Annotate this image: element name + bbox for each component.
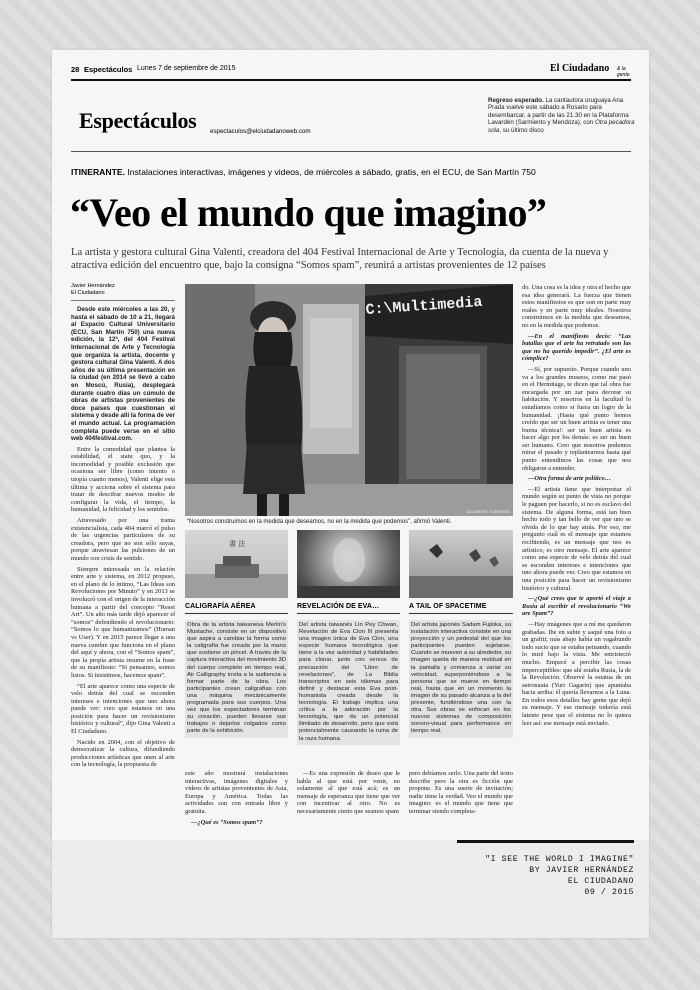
footer-credit-date: 09 / 2015 bbox=[584, 888, 634, 897]
column-4 bbox=[522, 284, 631, 904]
artwork-illustration bbox=[185, 530, 288, 598]
footer-credit bbox=[444, 854, 634, 898]
footer-credit-title: "I SEE THE WORLD I IMAGINE" bbox=[485, 855, 634, 864]
box-title: REVELACIÓN DE EVA… bbox=[297, 603, 400, 614]
interview-question: —Otra forma de arte político… bbox=[528, 475, 612, 483]
photo-credit: ALEJANDRO GUERRERO bbox=[466, 510, 510, 514]
column-4-paragraph: —Hay imágenes que a mí me quedaron grabadas. Ibe en subte y saqué una foto a un grafiti; más abajo había un vagabundo todo sucio que se estaba peinando, cuando lo miré bajo la vista. Me entristeció mucho. Empecé a percibir las cosas imperceptibles: que ahí estaba Rusia, la de la Revolución. Observé la estatua de un astronauta (Yuri Gagarin) que apuntaba hacia arriba: él quería llevarnos a la Luna. En todos esos detalles hay gente que dejó su mensaje. Y ese mensaje todavía está latente pese que el sistema no lo quiera leer así: ese mensaje está enviado. bbox=[522, 620, 631, 727]
byline-outlet: El Ciudadano bbox=[71, 290, 105, 296]
column-1-paragraph: Entre la comodidad que plantea la estabilidad, el statu quo, y la incomodidad y posible exclusión que ocasiona ser libre (como intento o utopía cuanto menos), Valenti elige esta última y acciona sobre el sistema para tratar de descifrar nuevos modos de configurar la vida, el tiempo, la humanidad, la felicidad y los sentidos. bbox=[71, 445, 175, 514]
kicker-label: ITINERANTE. bbox=[71, 167, 125, 177]
teaser-end: , su último disco bbox=[499, 126, 544, 134]
section-name: Espectáculos bbox=[84, 65, 133, 74]
bottom-column-3 bbox=[409, 770, 513, 850]
artwork-box bbox=[297, 530, 400, 760]
bottom-paragraph: pero debíamos serlo. Una parte del texto describe pero la otra es ficción que propone. Es una suerte de invitación; nadie tiene la verdad. Veo el mundo que imagino: es el mundo que tiene que terminar siendo completa- bbox=[409, 770, 513, 815]
byline-rule bbox=[71, 300, 175, 301]
kicker bbox=[71, 167, 631, 177]
artwork-illustration bbox=[297, 530, 400, 598]
section-email: espectaculos@elciudadanoweb.com bbox=[210, 128, 311, 135]
photo-sign-text: C:\Multimedia bbox=[365, 293, 483, 319]
bottom-column-1 bbox=[185, 770, 288, 850]
column-4-paragraph: —Sí, por supuesto. Porque cuando uno va a los grandes museos, como me pasó en el Hermitage, te dicen que tal obra fue encargada por un zar para decorar su habitación. Y nosotros en la facultad lo estudiamos como si fuera un logro de la humanidad. ¡Hasta qué punto hemos creído que ser un buen artista es tener una buena técnica!: ser un buen artista es hacer algo por los demás: es ser un buen ser humano. Creo que nosotros podemos mirar el pasado y replantearnos hasta qué punto entendimos las cosas que nos obligaron a entender. bbox=[522, 365, 631, 472]
artwork-photo-eva bbox=[297, 530, 400, 598]
section-title: Espectáculos bbox=[79, 108, 197, 133]
main-photo-illustration bbox=[185, 284, 513, 516]
column-1-paragraph: Siempre interesada en la relación entre arte y sistema, en 2012 propuso, en el plano de lo íntimo, “Las Ideas son Revoluciones por Minuto” y en 2013 se involucró con el origen de la interacción humana a partir del concepto “Reset Art”. Un año más tarde dejó aparecer el “somos” defendiendo el revolucionario: “Somos lo que humanizamos” (Human vs User). Y en 2015 parece llegar a una nueva cumbre que funciona en el plano del aquí y ahora, con el “Somos spam”, que la propia artista resume en la frase de su manifiesto: “Si pensamos, somos listos. Si insistimos, hacemos spam”. bbox=[71, 565, 175, 679]
newspaper-logo: El Ciudadano bbox=[550, 63, 610, 74]
teaser-text: La cantautora uruguaya Ana Prada vuelve este sábado a Rosario para desembarcar, a partir de las 21.30 en la Plataforma Lavardén (Sarmiento y Mendoza), con bbox=[488, 97, 629, 127]
column-1-lead: Desde este miércoles a las 20, y hasta el sábado de 10 a 21, llegará al Espacio Cultural Universitario (ECU, San Martín 750) una nueva edición, la 12ª, del 404 Festival Internacional de Arte y Tecnología que organiza la artista, docente y gestora cultural Gina Valenti. A dos años de su última presentación en la ciudad (en 2014 se llevó a cabo en Moscú, Rusia), desplegará durante cuatro días un cúmulo de obras de artistas provenientes de doce países que cuestionan el sistema y desde allí la forma de ver el mundo actual. La programación completa puede verse en el sitio web 404festival.com. bbox=[71, 306, 175, 443]
box-title: CALIGRAFÍA AÉREA bbox=[185, 603, 288, 614]
kicker-text: Instalaciones interactivas, imágenes y videos, de miércoles a sábado, gratis, en el ECU, de San Martín 750 bbox=[127, 167, 536, 177]
artwork-boxes bbox=[185, 530, 513, 760]
box-title: A TAIL OF SPACETIME bbox=[409, 603, 513, 614]
column-4-paragraph: do. Una cosa es la idea y otra el hecho que esa idea generará. La fuerza que tienen estos manifiestos es que son en parte muy reales y en parte muy ideales. Nosotros construimos en la medida que deseamos, no en la medida que podemos. bbox=[522, 284, 631, 329]
artwork-box bbox=[409, 530, 513, 760]
column-1-paragraph: “El arte aparece como una especie de velo detrás del cual se esconden intereses e intenciones que uno ahora puede ver: creo que estamos en una posición para hacer un revisionismo histórico y cultural”, dijo Gina Valenti a El Ciudadano. bbox=[71, 682, 175, 736]
artwork-box bbox=[185, 530, 288, 760]
teaser-album: Otra pecadora sola bbox=[488, 119, 635, 134]
byline bbox=[71, 283, 175, 297]
newspaper-page bbox=[52, 50, 649, 938]
masthead-rule bbox=[71, 151, 631, 152]
artwork-photo-calligraphy bbox=[185, 530, 288, 598]
footer-credit-author: BY JAVIER HERNÁNDEZ bbox=[529, 866, 634, 875]
box-text: Del artista taiwanés Lin Pey Chwan, Revelación de Eva Clon III presenta una imagen única de Eva Clon, una especie humana tecnológica que tiene a la vez autoridad y habilidades para clonar, junto con versos de precaución del “Libro de revelaciones”, de La Biblia transcriptos en seis idiomas para definir y destacar esta Eva post-humanista creada desde la tecnología. El trabajo implica una crítica a la adoración por la tecnología, que da un potencial ilimitado de desarrollo, pero que está potencialmente causando la ruina de la raza humana. bbox=[297, 620, 400, 745]
column-1-paragraph: Nacido en 2004, con el objetivo de democratizar la cultura, difundiendo producciones artísticas que unen al arte con la tecnología, la propuesta de bbox=[71, 738, 175, 769]
headline: “Veo el mundo que imagino” bbox=[70, 190, 547, 235]
interview-question: —¿Qué crees que te aportó el viaje a Rusia al escribir el revolucionario “We are Spam”? bbox=[522, 595, 631, 618]
svg-text:書 法: 書 法 bbox=[229, 540, 246, 548]
page-header bbox=[71, 65, 631, 77]
issue-date: Lunes 7 de septiembre de 2015 bbox=[137, 65, 236, 72]
artwork-photo-spacetime bbox=[409, 530, 513, 598]
box-text: Obra de la artista taiwanesa Merlin's Mustache, consiste en un dispositivo que aspira a cambiar la forma como la caligrafía fue creada por la mano que sostiene un pincel. A través de la captura interactiva del movimiento 3D del cuerpo completo en tiempo real, Air Calligraphy invita a la audiencia a formar parte de la obra. Los participantes crean caligrafías con una máquina mecánicamente programada para sus cuerpos. Una vez que los espectadores terminan su creación, pueden llevarse sus trabajos o dejarlos colgados como parte de la exhibición. bbox=[185, 620, 288, 738]
column-1 bbox=[71, 306, 175, 846]
interview-question: —¿Qué es “Somos spam”? bbox=[191, 818, 263, 826]
column-1-paragraph: Atravesado por una trama existencialista, cada 404 marcó el pulso de las urgencias particulares de su creadora, pero que no son sólo suyas, porque atraviesan las pulsiones de un mundo con crisis de sentido. bbox=[71, 517, 175, 562]
artwork-illustration bbox=[409, 530, 513, 598]
footer-bar bbox=[457, 840, 634, 843]
page-number: 28 bbox=[71, 65, 80, 74]
deck: La artista y gestora cultural Gina Valenti, creadora del 404 Festival Internacional de Arte y Tecnología, da cuenta de la nueva y atractiva edición del encuentro que, bajo la consigna “Somos spam”, reunirá a artistas provenientes de 12 países bbox=[71, 247, 609, 271]
byline-author: Javier Hernández bbox=[71, 283, 115, 289]
bottom-paragraph: —Es una expresión de deseo que le habla al que está por venir, no solamente al que está acá; es un mensaje de esperanza que tiene que ver con incentivar al otro. No es necesariamente cierto que seamos spam bbox=[297, 770, 400, 815]
bottom-column-2 bbox=[297, 770, 400, 850]
box-text: Del artista japonés Sadam Fujioka, su instalación interactiva consiste en una proyección y un pedestal del que los participantes pueden sujetarse. Cuando se mueven a su alrededor, su imagen queda de manera residual en la pantalla y comienza a variar su velocidad, superponiéndose a la persona que se mueve en tiempo real, hasta que en un momento la imagen de su pasado alcanza a la del presente, fundiéndose una con la otra. Sus obras se enfocan en los nuevos sistemas de composición sonoro-visual para performance en tiempo real. bbox=[409, 620, 513, 738]
photo-caption: “Nosotros construimos en la medida que deseamos, no en la medida que podemos”, afirmó Valenti. bbox=[187, 519, 452, 525]
column-4-paragraph: —El artista tiene que interpretar el mundo según su punto de vista no porque le paguen por hacerlo, si no es esclavo del sistema. De alguna forma, está tan bien hecho todo y tan bello de ver que uno se olvida de lo que hay atrás. Por eso, me pregunto cuál es el mensaje que estamos recibiendo, es un mensaje que nos es artístico, es otro mensaje. El arte aparece como una especie de velo detrás del cual se esconden intereses e intenciones que uno ahora puede ver. Creo que estamos en una posición para hacer un revisionismo histórico y cultural. bbox=[522, 485, 631, 592]
interview-question: —En el manifiesto decís: “Las batallas que el arte ha retratado son las que no ha querido impedir”. ¿El arte es cómplice? bbox=[522, 332, 631, 363]
newspaper-tagline: & la gente bbox=[617, 66, 630, 78]
main-photo bbox=[185, 284, 513, 516]
footer-credit-outlet: EL CIUDADANO bbox=[567, 877, 634, 886]
header-rule bbox=[71, 79, 631, 81]
teaser-box bbox=[488, 97, 638, 134]
teaser-lead: Regreso esperado. bbox=[488, 97, 544, 104]
bottom-paragraph: este año mostrará instalaciones interactivas, imágenes digitales y videos de artistas provenientes de Asia, Europa y América. Todas las actividades son con entrada libre y gratuita. bbox=[185, 770, 288, 815]
